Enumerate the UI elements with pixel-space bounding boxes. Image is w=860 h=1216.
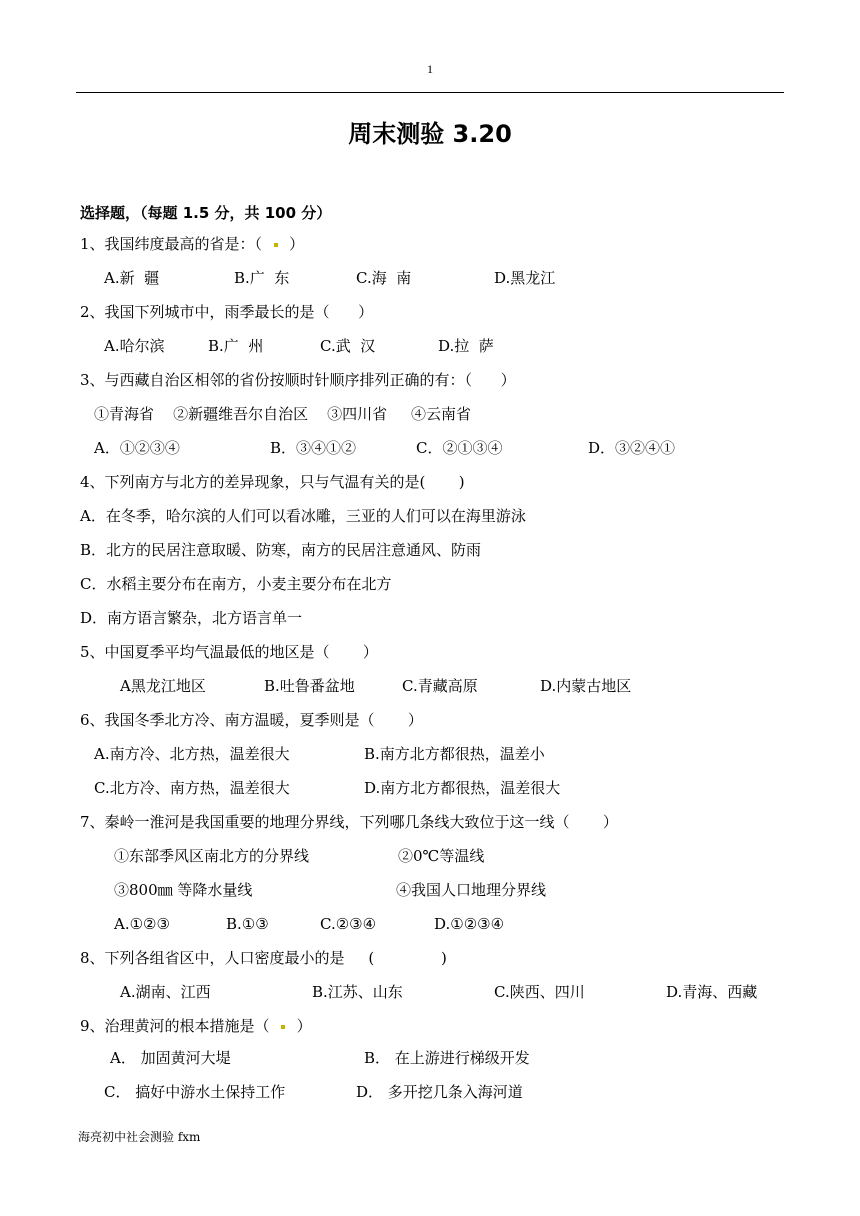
question-8-option-c: C.陕西、四川 [494, 983, 585, 1001]
question-6-option-b: B.南方北方都很热，温差小 [364, 745, 545, 763]
question-7-item-4: ④我国人口地理分界线 [396, 881, 547, 899]
question-3-option-c: C．②①③④ [416, 439, 503, 457]
question-8-stem: 8、下列各组省区中，人口密度最小的是 ( ) [80, 949, 447, 967]
question-8-option-a: A.湖南、江西 [120, 983, 211, 1001]
question-3-option-b: B．③④①② [270, 439, 357, 457]
question-7-item-2: ②0℃等温线 [398, 847, 485, 865]
question-1-stem [80, 234, 304, 254]
question-9-option-a: A． 加固黄河大堤 [110, 1049, 231, 1067]
question-2-option-a: A.哈尔滨 [104, 337, 165, 355]
question-9-option-b: B． 在上游进行梯级开发 [364, 1049, 530, 1067]
question-5-stem: 5、中国夏季平均气温最低的地区是（ ） [80, 643, 378, 661]
answer-mark [274, 243, 278, 247]
header-rule [76, 92, 784, 93]
question-2-option-d: D.拉 萨 [438, 337, 494, 355]
question-7-option-c: C.②③④ [320, 915, 377, 933]
page-footer: 海亮初中社会测验 fxm [78, 1130, 201, 1144]
question-1-stem-end: ） [279, 235, 305, 253]
question-1-option-a: A.新 疆 [104, 269, 160, 287]
question-8-option-d: D.青海、西藏 [666, 983, 758, 1001]
question-4-option-b-part2: 民居注意通风、防雨 [346, 541, 482, 559]
question-9-option-c: C． 搞好中游水土保持工作 [104, 1083, 286, 1101]
question-6-option-c: C.北方冷、南方热，温差很大 [94, 779, 290, 797]
question-4-option-b-part1: B．北方的民居注意取暖、防寒，南方的 [80, 541, 347, 559]
question-8-option-b: B.江苏、山东 [312, 983, 403, 1001]
section-heading: 选择题，（每题 1.5 分，共 100 分） [80, 204, 332, 222]
question-2-stem: 2、我国下列城市中，雨季最长的是（ ） [80, 303, 374, 321]
document-title: 周末测验 3.20 [348, 120, 512, 148]
question-6-option-a: A.南方冷、北方热，温差很大 [94, 745, 290, 763]
question-5-option-d: D.内蒙古地区 [540, 677, 632, 695]
question-9-option-d: D． 多开挖几条入海河道 [356, 1083, 523, 1101]
question-6-stem: 6、我国冬季北方冷、南方温暖，夏季则是（ ） [80, 711, 423, 729]
question-3-option-a: A．①②③④ [94, 439, 180, 457]
question-2-option-c-letter: C [320, 337, 331, 355]
question-1-option-b: B.广 东 [234, 269, 290, 287]
question-6-option-d: D.南方北方都很热，温差很大 [364, 779, 561, 797]
question-3-stem: 3、与西藏自治区相邻的省份按顺时针顺序排列正确的有：（ ） [80, 371, 516, 389]
question-5-option-b: B.吐鲁番盆地 [264, 677, 355, 695]
question-7-item-3: ③800㎜ 等降水量线 [114, 881, 253, 899]
page-number: 1 [427, 62, 433, 76]
question-4-option-b [80, 540, 481, 560]
question-2-option-c [320, 336, 375, 356]
question-9-stem-end: ） [287, 1017, 312, 1035]
question-5-option-c: C.青藏高原 [402, 677, 478, 695]
question-7-stem: 7、秦岭一淮河是我国重要的地理分界线，下列哪几条线大致位于这一线（ ） [80, 813, 618, 831]
question-3-items: ①青海省 ②新疆维吾尔自治区 ③四川省 ④云南省 [94, 405, 471, 423]
question-1-stem-text: 1、我国纬度最高的省是：（ [80, 235, 272, 253]
question-4-option-c: C．水稻主要分布在南方，小麦主要分布在北方 [80, 575, 392, 593]
question-2-option-b: B.广 州 [208, 337, 264, 355]
question-4-option-d: D．南方语言繁杂，北方语言单一 [80, 609, 303, 627]
question-7-option-b: B.①③ [226, 915, 269, 933]
question-7-option-a: A.①②③ [114, 915, 170, 933]
question-9-stem-text: 9、治理黄河的根本措施是（ [80, 1017, 280, 1035]
question-7-item-1: ①东部季风区南北方的分界线 [114, 847, 310, 865]
answer-mark [281, 1025, 285, 1029]
question-9-stem [80, 1016, 312, 1036]
question-4-option-a: A．在冬季，哈尔滨的人们可以看冰雕，三亚的人们可以在海里游泳 [80, 507, 526, 525]
question-4-stem: 4、下列南方与北方的差异现象，只与气温有关的是( ) [80, 473, 465, 491]
question-3-option-d: D．③②④① [588, 439, 676, 457]
question-2-option-c-text: .武 汉 [330, 337, 376, 355]
question-1-option-c: C.海 南 [356, 269, 412, 287]
question-7-option-d: D.①②③④ [434, 915, 505, 933]
question-1-option-d: D.黑龙江 [494, 269, 556, 287]
question-5-option-a: A黑龙江地区 [120, 677, 206, 695]
